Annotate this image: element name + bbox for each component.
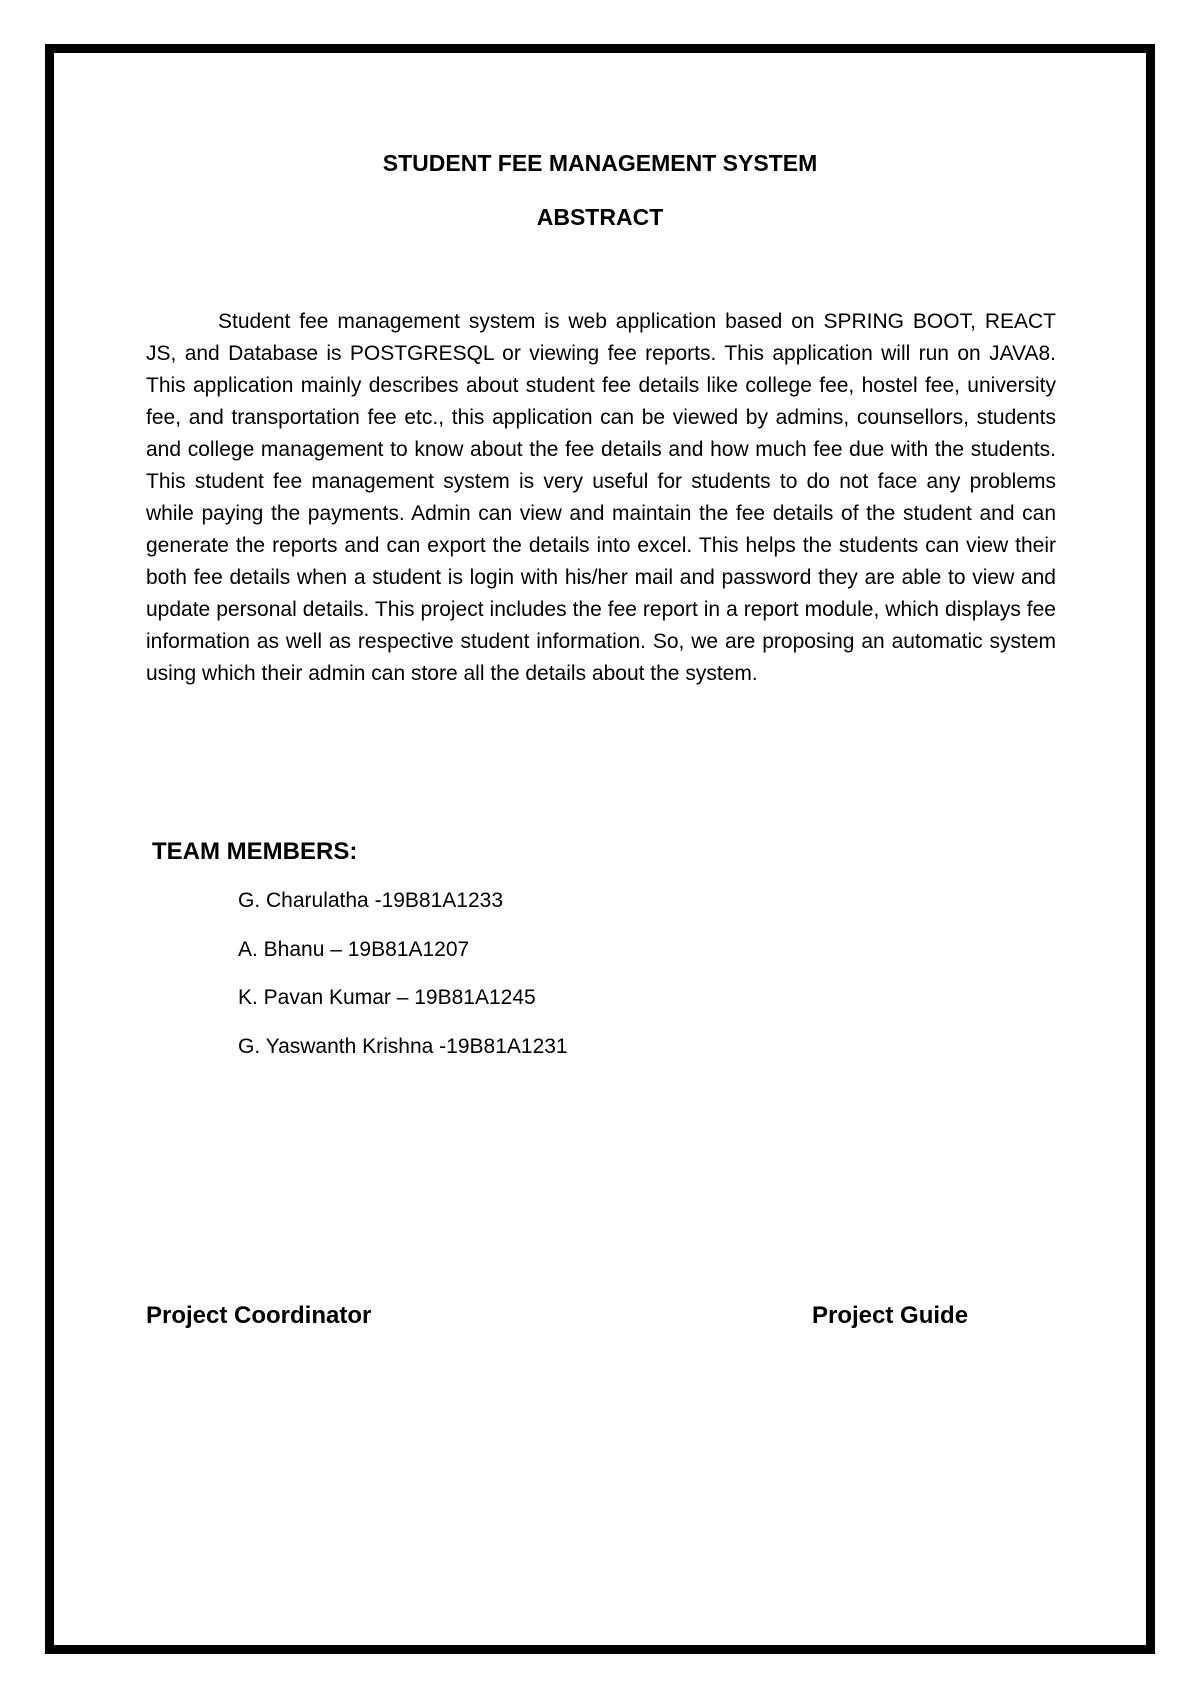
project-guide-label: Project Guide <box>812 1302 969 1329</box>
document-title: STUDENT FEE MANAGEMENT SYSTEM <box>382 150 818 176</box>
team-member-item: G. Yaswanth Krishna -19B81A1231 <box>238 1034 568 1058</box>
team-member-item: A. Bhanu – 19B81A1207 <box>238 937 470 961</box>
team-members-heading: TEAM MEMBERS: <box>152 838 358 865</box>
project-coordinator-label: Project Coordinator <box>146 1302 372 1329</box>
team-member-item: K. Pavan Kumar – 19B81A1245 <box>238 986 536 1009</box>
abstract-heading: ABSTRACT <box>536 204 664 230</box>
team-member-list <box>238 888 568 1082</box>
team-member-item: G. Charulatha -19B81A1233 <box>238 889 504 912</box>
abstract-paragraph: Student fee management system is web application based on SPRING BOOT, REACT JS, and Database is POSTGRESQL or viewing fee reports. This application will run on JAVA8. This application mainly describes about student fee details like college fee, hostel fee, university fee, and transportation fee etc., this application can be viewed by admins, counsellors, students and college management to know about the fee details and how much fee due with the students. This student fee management system is very useful for students to do not face any problems while paying the payments. Admin can view and maintain the fee details of the student and can generate the reports and can export the details into excel. This helps the students can view their both fee details when a student is login with his/her mail and password they are able to view and update personal details. This project includes the fee report in a report module, which displays fee information as well as respective student information. So, we are proposing an automatic system using which their admin can store all the details about the system. <box>146 310 1056 685</box>
